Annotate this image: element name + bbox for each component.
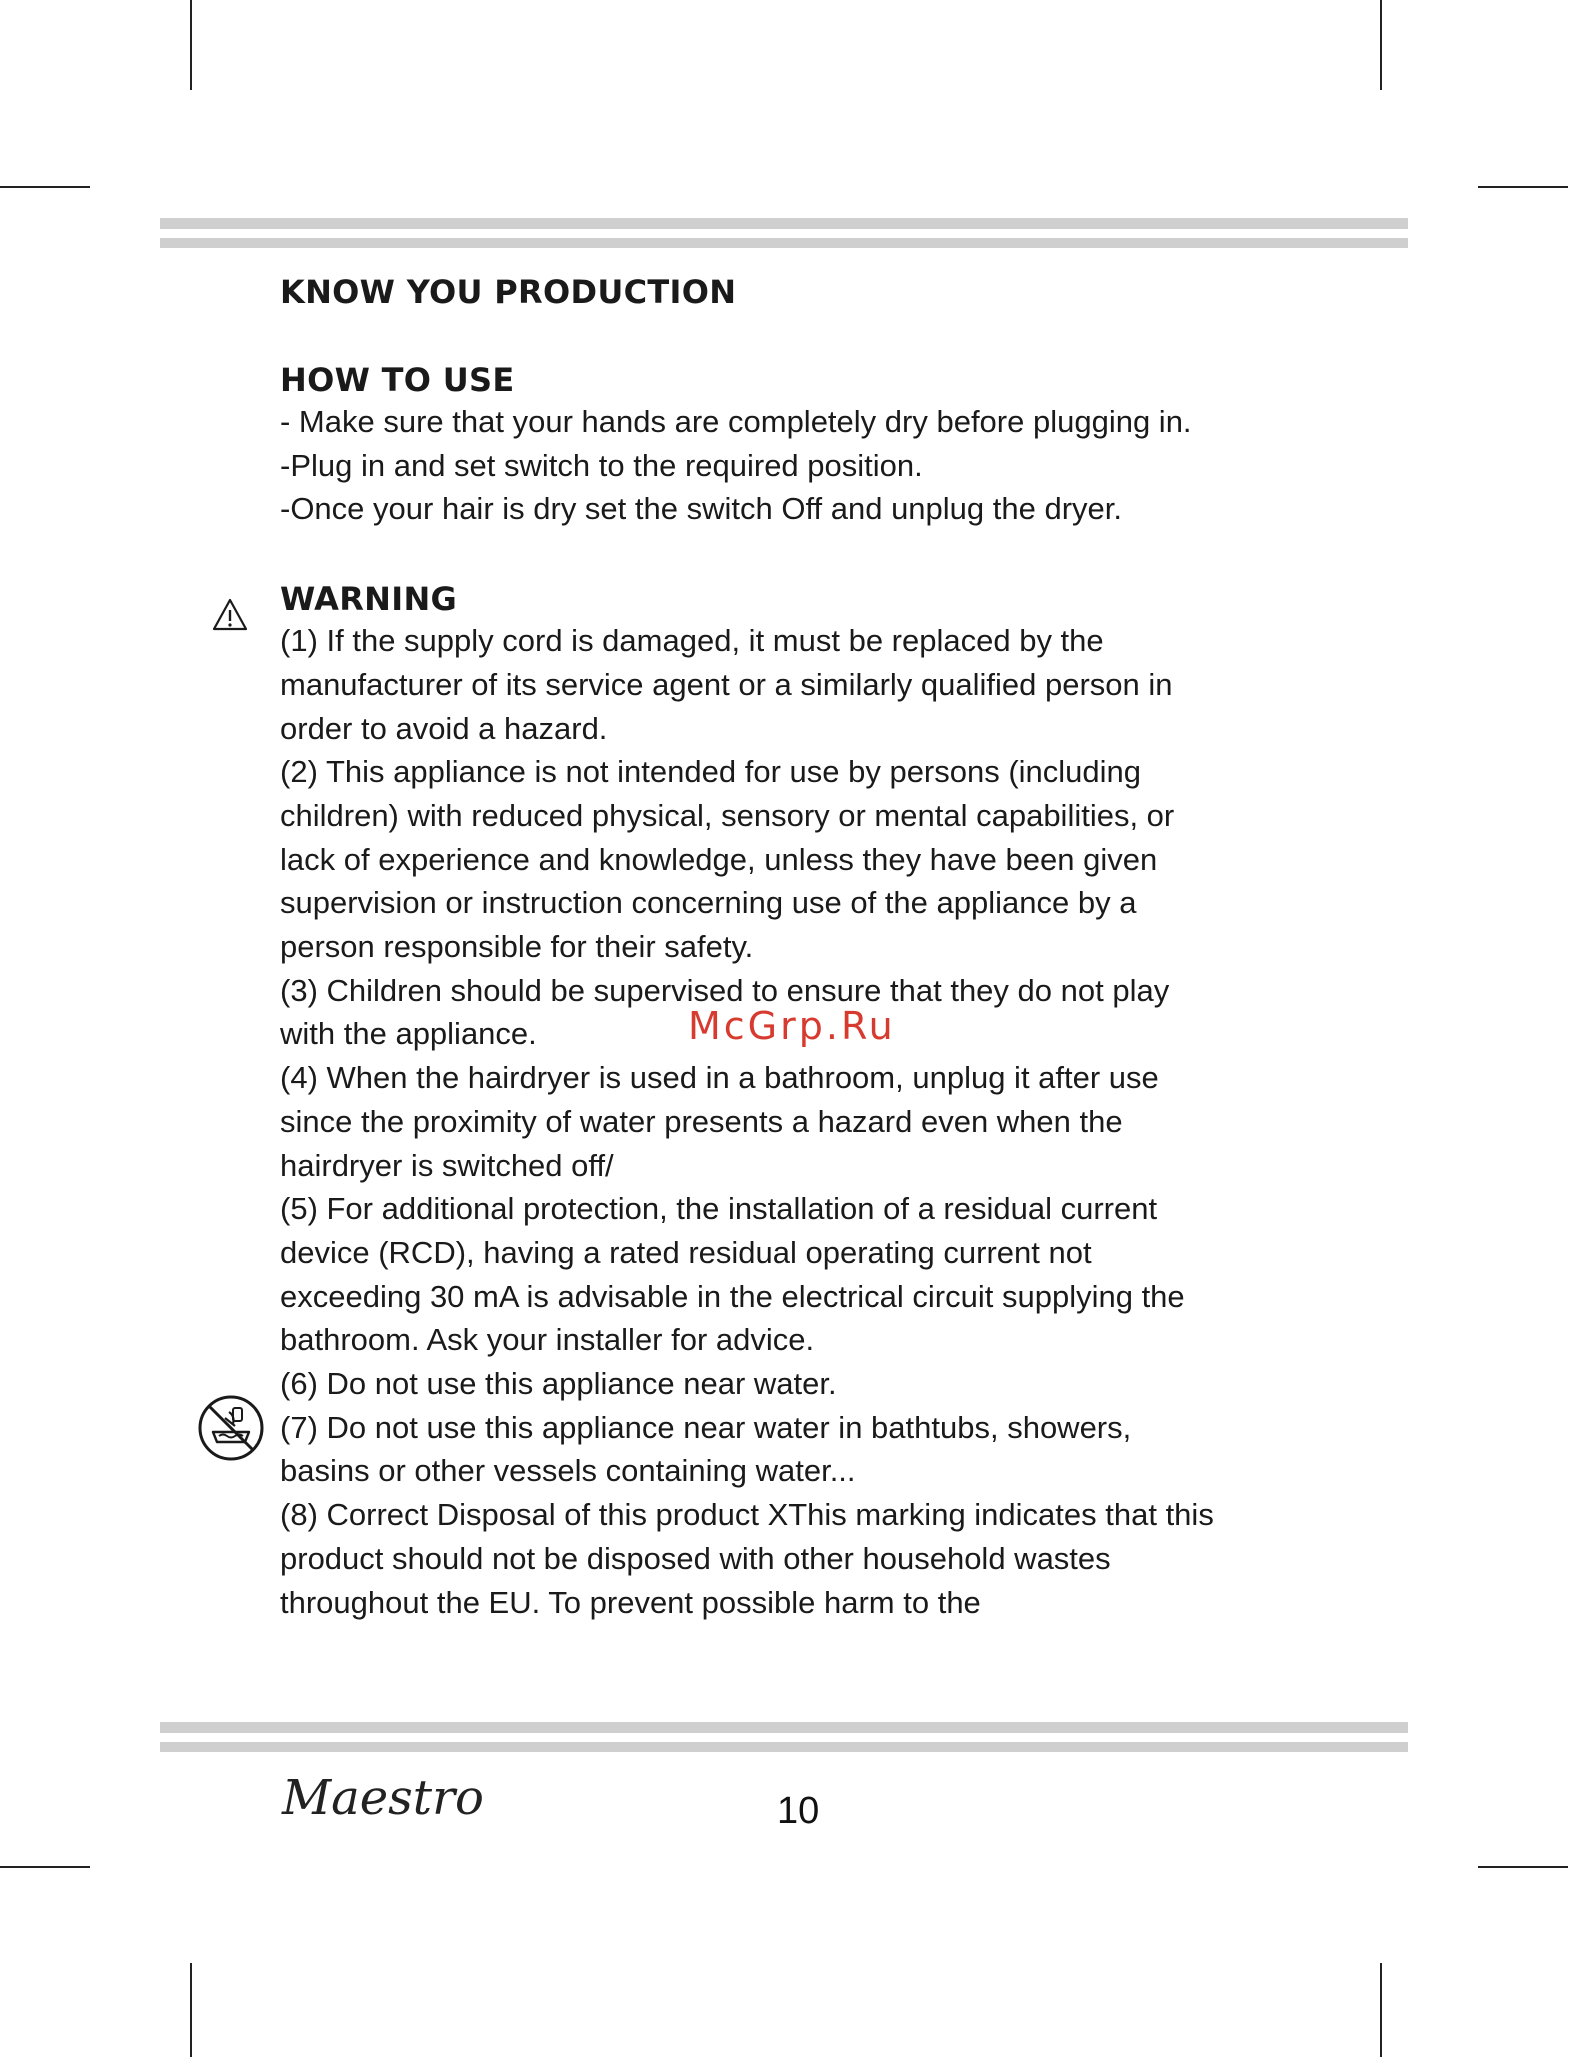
warning-line: (3) Children should be supervised to ensure that they do not play <box>280 972 1170 1008</box>
no-use-near-water-icon <box>197 1394 265 1462</box>
how-to-use-line: -Plug in and set switch to the required position. <box>280 447 923 483</box>
warning-line: device (RCD), having a rated residual operating current not <box>280 1234 1092 1270</box>
warning-line: basins or other vessels containing water... <box>280 1453 856 1489</box>
crop-mark <box>1380 0 1382 90</box>
crop-mark <box>0 1866 90 1868</box>
warning-list <box>280 619 1380 1624</box>
header-rule <box>160 238 1408 248</box>
brand-logo: Maestro <box>282 1770 484 1826</box>
crop-mark <box>0 186 90 188</box>
how-to-use-line: - Make sure that your hands are completely dry before plugging in. <box>280 404 1192 439</box>
footer-rule <box>160 1722 1408 1733</box>
warning-line: (6) Do not use this appliance near water. <box>280 1366 837 1402</box>
warning-line: lack of experience and knowledge, unless they have been given <box>280 841 1158 877</box>
warning-line: (1) If the supply cord is damaged, it must be replaced by the <box>280 623 1104 659</box>
watermark-text: McGrp.Ru <box>688 1004 896 1048</box>
crop-mark <box>1478 1866 1568 1868</box>
section-title: KNOW YOU PRODUCTION <box>280 273 737 311</box>
spacer <box>280 531 1380 579</box>
warning-line: throughout the EU. To prevent possible harm to the <box>280 1584 981 1620</box>
page-number: 10 <box>777 1790 820 1832</box>
warning-line: (7) Do not use this appliance near water in bathtubs, showers, <box>280 1409 1132 1445</box>
warning-line: order to avoid a hazard. <box>280 710 608 746</box>
warning-line: exceeding 30 mA is advisable in the electrical circuit supplying the <box>280 1278 1185 1314</box>
warning-line: hairdryer is switched off/ <box>280 1147 614 1183</box>
crop-mark <box>190 0 192 90</box>
warning-line: product should not be disposed with other household wastes <box>280 1540 1111 1576</box>
spacer <box>280 312 1380 360</box>
warning-triangle-icon <box>212 597 248 633</box>
page-content <box>280 272 1380 1624</box>
warning-line: (5) For additional protection, the installation of a residual current <box>280 1191 1158 1227</box>
warning-line: (4) When the hairdryer is used in a bathroom, unplug it after use <box>280 1060 1159 1096</box>
warning-line: person responsible for their safety. <box>280 929 754 965</box>
warning-line: (8) Correct Disposal of this product XThis marking indicates that this <box>280 1497 1214 1533</box>
warning-line: (2) This appliance is not intended for use by persons (including <box>280 754 1142 790</box>
crop-mark <box>1380 1963 1382 2057</box>
header-rule <box>160 218 1408 229</box>
warning-line: since the proximity of water presents a hazard even when the <box>280 1103 1123 1139</box>
warning-line: with the appliance. <box>280 1016 537 1052</box>
warning-line: manufacturer of its service agent or a similarly qualified person in <box>280 666 1173 702</box>
warning-line: children) with reduced physical, sensory or mental capabilities, or <box>280 797 1175 833</box>
warning-line: supervision or instruction concerning use of the appliance by a <box>280 885 1137 921</box>
how-to-use-line: -Once your hair is dry set the switch Off and unplug the dryer. <box>280 491 1123 527</box>
crop-mark <box>1478 186 1568 188</box>
how-to-use-heading: HOW TO USE <box>280 361 515 399</box>
footer-rule <box>160 1742 1408 1752</box>
warning-line: bathroom. Ask your installer for advice. <box>280 1322 815 1358</box>
warning-heading: WARNING <box>280 580 458 619</box>
crop-mark <box>190 1963 192 2057</box>
how-to-use-list <box>280 400 1380 531</box>
